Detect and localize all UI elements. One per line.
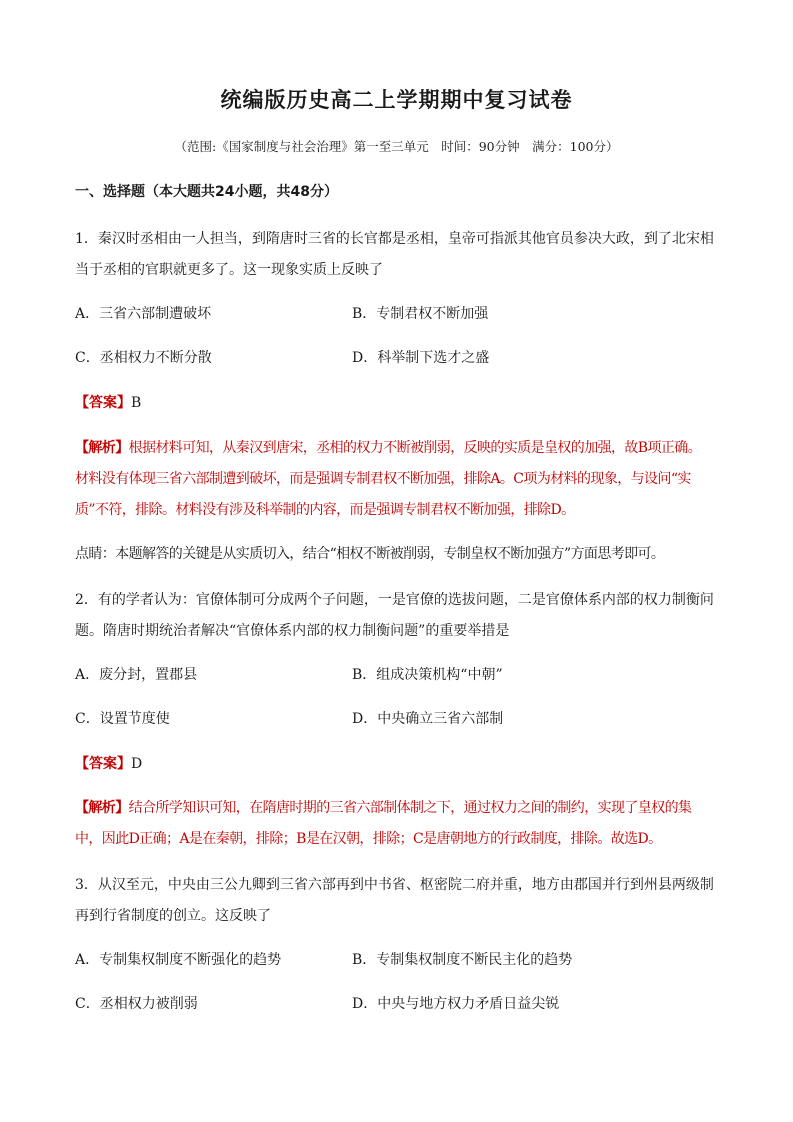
q2-stem-line-2: 题。隋唐时期统治者解决“官僚体系内部的权力制衡问题”的重要举措是 [75, 623, 510, 639]
q1-answer-tag: 【答案】 [75, 395, 131, 411]
q1-option-d: D．科举制下选才之盛 [352, 350, 490, 366]
q1-analysis-text-1: 根据材料可知，从秦汉到唐宋，丞相的权力不断被削弱，反映的实质是皇权的加强，故B项正确。 [128, 440, 702, 456]
q1-stem-line-2: 当于丞相的官职就更多了。这一现象实质上反映了 [75, 262, 383, 278]
section-heading: 一、选择题（本大题共24小题，共48分） [75, 184, 338, 200]
q2-option-b: B．组成决策机构“中朝” [352, 667, 503, 683]
q1-analysis-tag: 【解析】 [75, 440, 129, 456]
q3-option-b: B．专制集权制度不断民主化的趋势 [352, 952, 573, 968]
q2-analysis-text-1: 结合所学知识可知，在隋唐时期的三省六部制体制之下，通过权力之间的制约，实现了皇权的集 [128, 800, 692, 816]
q2-analysis-tag: 【解析】 [75, 800, 129, 816]
q1-stem-line-1: 1．秦汉时丞相由一人担当，到隋唐时三省的长官都是丞相，皇帝可指派其他官员参决大政，到了北宋相 [75, 231, 714, 247]
q1-option-b: B．专制君权不断加强 [352, 306, 489, 322]
q1-answer [75, 392, 725, 412]
q2-stem-line-1: 2．有的学者认为：官僚体制可分成两个子问题，一是官僚的选拔问题，二是官僚体系内部的权力制衡问 [75, 592, 714, 608]
q1-note: 点睛：本题解答的关键是从实质切入，结合“相权不断被削弱，专制皇权不断加强方”方面思考即可。 [75, 546, 665, 562]
q3-option-c: C．丞相权力被削弱 [75, 996, 198, 1012]
q1-analysis-line-3: 质”不符，排除。材料没有涉及科举制的内容，而是强调专制君权不断加强，排除D。 [75, 502, 575, 518]
q2-answer [75, 753, 725, 773]
q1-answer-value: B [131, 395, 142, 411]
q1-analysis-line-2: 材料没有体现三省六部制遭到破坏，而是强调专制君权不断加强，排除A。C项为材料的现象，与设问“实 [75, 471, 691, 487]
q3-stem-line-2: 再到行省制度的创立。这反映了 [75, 908, 271, 924]
exam-title: 统编版历史高二上学期期中复习试卷 [220, 88, 573, 112]
q1-analysis-line-1 [75, 437, 725, 457]
q1-option-c: C．丞相权力不断分散 [75, 350, 212, 366]
exam-subtitle: （范围:《国家制度与社会治理》第一至三单元 时间：90分钟 满分：100分） [174, 139, 619, 154]
q2-answer-value: D [131, 756, 143, 772]
q3-option-d: D．中央与地方权力矛盾日益尖锐 [352, 996, 560, 1012]
q3-stem-line-1: 3．从汉至元，中央由三公九卿到三省六部再到中书省、枢密院二府并重，地方由郡国并行到州县两级制 [75, 877, 714, 893]
q2-answer-tag: 【答案】 [75, 756, 131, 772]
q2-option-c: C．设置节度使 [75, 711, 170, 727]
q2-option-d: D．中央确立三省六部制 [352, 711, 504, 727]
q2-option-a: A．废分封，置郡县 [75, 667, 198, 683]
q2-analysis-line-1 [75, 797, 725, 817]
q1-option-a: A．三省六部制遭破坏 [75, 306, 212, 322]
q2-analysis-line-2: 中，因此D正确；A是在秦朝，排除；B是在汉朝，排除；C是唐朝地方的行政制度，排除。故选D。 [75, 831, 662, 847]
q3-option-a: A．专制集权制度不断强化的趋势 [75, 952, 282, 968]
